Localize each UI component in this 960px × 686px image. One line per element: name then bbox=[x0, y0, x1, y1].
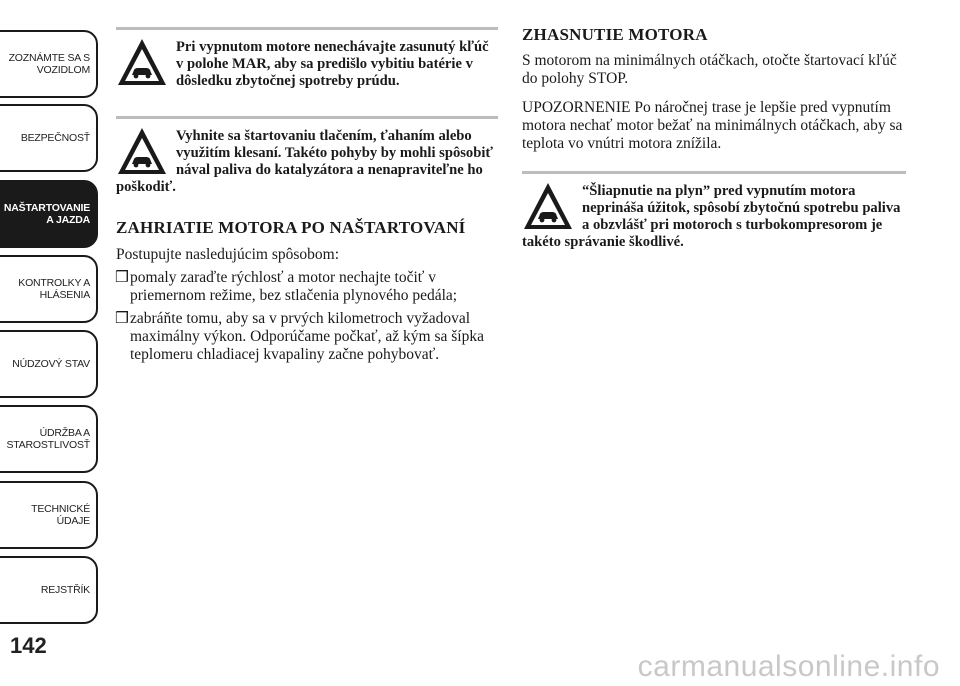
warning-box bbox=[522, 171, 906, 251]
tab-label: NÚDZOVÝ STAV bbox=[12, 358, 90, 370]
tab-label: BEZPEČNOSŤ bbox=[20, 132, 90, 144]
body-paragraph: S motorom na minimálnych otáčkach, otočte štartovací kľúč do polohy STOP. bbox=[522, 52, 897, 87]
warning-box bbox=[116, 27, 498, 90]
warning-car-icon bbox=[116, 125, 168, 177]
watermark: carmanualsonline.info bbox=[637, 650, 940, 683]
tab-udrzba[interactable] bbox=[0, 405, 98, 473]
tab-label: ZOZNÁMTE SA S VOZIDLOM bbox=[8, 52, 90, 76]
intro-text: Postupujte nasledujúcim spôsobom: bbox=[116, 246, 340, 263]
bullet-box-icon: ❒ bbox=[115, 310, 129, 327]
list-item-text: pomaly zaraďte rýchlosť a motor nechajte točiť v priemernom režime, bez stlačenia plynového pedála; bbox=[130, 269, 458, 304]
list-item bbox=[116, 269, 498, 305]
warning-text: “Šliapnutie na plyn” pred vypnutím motora neprináša úžitok, spôsobí zbytočnú spotrebu paliva a obzvlášť pri motoroch s turbokompresorom je takéto správanie škodlivé. bbox=[522, 183, 901, 250]
bullet-box-icon: ❒ bbox=[115, 269, 129, 286]
list-item bbox=[116, 310, 498, 364]
section-heading: ZHASNUTIE MOTORA bbox=[522, 25, 708, 44]
tab-label: NAŠTARTOVANIE A JAZDA bbox=[3, 202, 90, 226]
warning-car-icon bbox=[116, 36, 168, 88]
tab-label: REJSTŘÍK bbox=[40, 584, 90, 596]
page-number: 142 bbox=[10, 633, 47, 658]
tab-label: TECHNICKÉ ÚDAJE bbox=[31, 503, 90, 527]
tab-zoznamte-sa[interactable] bbox=[0, 30, 98, 98]
section-heading: ZAHRIATIE MOTORA PO NAŠTARTOVANÍ bbox=[116, 218, 466, 237]
tab-rejstrik[interactable] bbox=[0, 556, 98, 624]
tab-kontrolky[interactable] bbox=[0, 255, 98, 323]
body-paragraph: UPOZORNENIE Po náročnej trase je lepšie pred vypnutím motora nechať motor bežať na minimálnych otáčkach, aby sa teplota vo vnútri motora znížila. bbox=[522, 99, 903, 152]
warning-car-icon bbox=[522, 180, 574, 232]
tab-bezpecnost[interactable] bbox=[0, 104, 98, 172]
tab-label: ÚDRŽBA A STAROSTLIVOSŤ bbox=[6, 427, 90, 451]
right-column bbox=[522, 25, 906, 251]
tab-technicke-udaje[interactable] bbox=[0, 481, 98, 549]
warning-text: Pri vypnutom motore nenechávajte zasunutý kľúč v polohe MAR, aby sa predišlo vybitiu batérie v dôsledku zbytočnej spotreby prúdu. bbox=[176, 39, 489, 89]
tab-nastartovanie[interactable] bbox=[0, 180, 98, 248]
warning-box bbox=[116, 116, 498, 196]
tab-label: KONTROLKY A HLÁSENIA bbox=[18, 277, 90, 301]
left-column bbox=[116, 27, 498, 364]
warning-text: Vyhnite sa štartovaniu tlačením, ťahaním alebo využitím klesaní. Takéto pohyby by mohli spôsobiť nával paliva do katalyzátora a nenapraviteľne ho poškodiť. bbox=[116, 128, 494, 195]
list-item-text: zabráňte tomu, aby sa v prvých kilometroch vyžadoval maximálny výkon. Odporúčame počkať, až kým sa šípka teplomeru chladiacej kvapaliny začne pohybovať. bbox=[130, 310, 484, 363]
tab-nudzovy-stav[interactable] bbox=[0, 330, 98, 398]
